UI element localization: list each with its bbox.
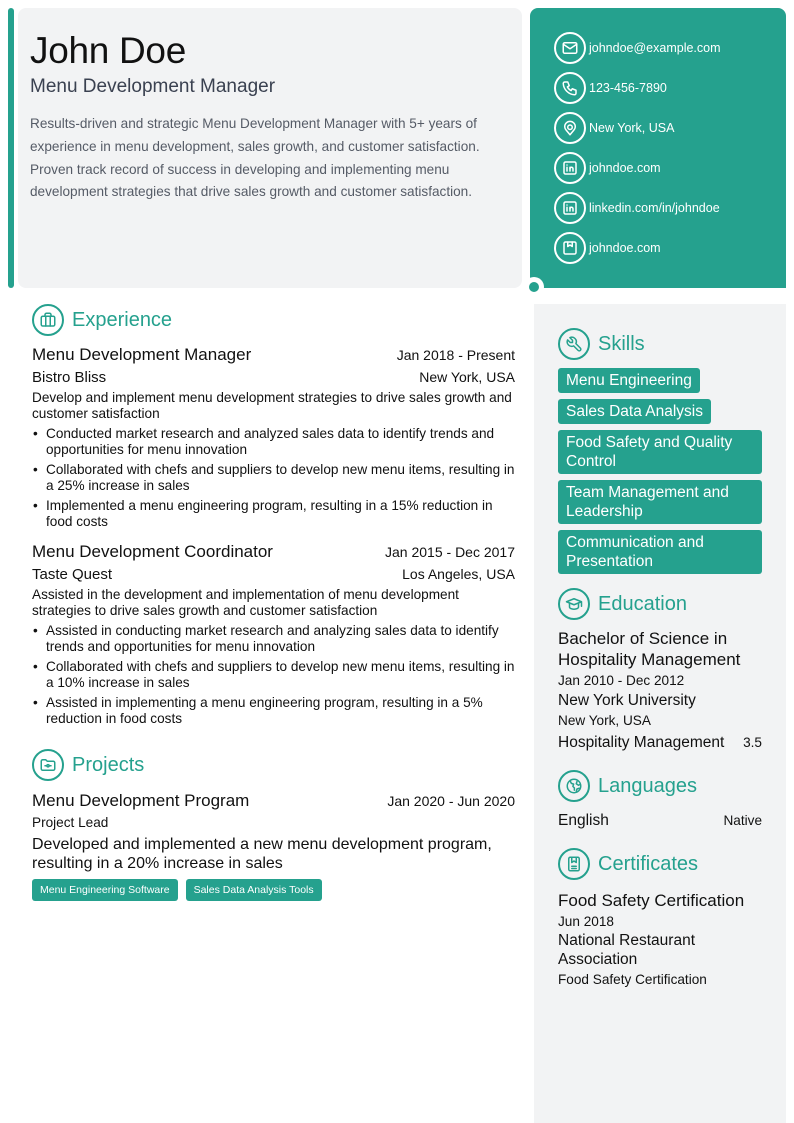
job-title: Menu Development Manager <box>32 345 252 364</box>
wrench-icon <box>558 328 590 360</box>
header-accent-bar <box>8 8 14 288</box>
skill-tag: Food Safety and Quality Control <box>558 430 762 474</box>
job-location: New York, USA <box>419 369 515 385</box>
contact-location-text: New York, USA <box>589 121 675 135</box>
professional-summary: Results-driven and strategic Menu Development Manager with 5+ years of experience in menu development, sales growth, and customer satisfaction. Proven track record of success in developing and implementing menu development strategies that drive sales growth and customer satisfaction. <box>30 116 480 200</box>
contact-panel <box>530 8 786 288</box>
job-bullet: • Collaborated with chefs and suppliers to develop new menu items, resulting in a 10% increase in sales <box>32 659 515 691</box>
location-pin-icon <box>554 112 586 144</box>
header-summary-panel <box>18 8 522 288</box>
certificates-title: Certificates <box>598 852 699 875</box>
certificate-date: Jun 2018 <box>558 914 614 929</box>
job-bullets <box>32 426 515 530</box>
job-company: Taste Quest <box>32 566 113 583</box>
folder-icon <box>32 749 64 781</box>
language-name: English <box>558 812 609 829</box>
job-bullet: • Conducted market research and analyzed sales data to identify trends and opportunities for menu innovation <box>32 426 515 458</box>
education-gpa: 3.5 <box>743 735 762 750</box>
contact-email-text: johndoe@example.com <box>589 41 721 55</box>
skill-tag: Communication and Presentation <box>558 530 762 574</box>
project-title: Menu Development Program <box>32 791 250 810</box>
linkedin-icon <box>554 152 586 184</box>
certificate-name: Food Safety Certification <box>558 891 745 910</box>
contact-website[interactable] <box>554 152 786 184</box>
education-field: Hospitality Management <box>558 734 725 751</box>
contact-location <box>554 112 786 144</box>
main-column <box>32 304 515 901</box>
project-date: Jan 2020 - Jun 2020 <box>387 793 515 809</box>
project-tag: Sales Data Analysis Tools <box>186 879 322 901</box>
education-location: New York, USA <box>558 713 651 728</box>
experience-title: Experience <box>72 308 173 331</box>
project-tag: Menu Engineering Software <box>32 879 178 901</box>
sidebar-column <box>558 328 762 989</box>
skills-list <box>558 368 762 574</box>
projects-title: Projects <box>72 753 145 776</box>
education-title: Education <box>598 592 687 615</box>
contact-portfolio-text: johndoe.com <box>589 241 661 255</box>
education-school: New York University <box>558 692 696 709</box>
job-entry <box>32 542 515 727</box>
job-company: Bistro Bliss <box>32 369 107 386</box>
mail-icon <box>554 32 586 64</box>
project-role: Project Lead <box>32 815 109 830</box>
job-bullet: • Collaborated with chefs and suppliers to develop new menu items, resulting in a 25% increase in sales <box>32 462 515 494</box>
contact-website-text: johndoe.com <box>589 161 661 175</box>
contact-portfolio[interactable] <box>554 232 786 264</box>
job-date: Jan 2015 - Dec 2017 <box>385 544 515 560</box>
graduation-cap-icon <box>558 588 590 620</box>
language-level: Native <box>723 813 762 828</box>
languages-heading <box>558 770 762 802</box>
job-entry <box>32 345 515 530</box>
job-bullet: • Assisted in conducting market research and analyzing sales data to identify trends and opportunities for menu innovation <box>32 623 515 655</box>
job-date: Jan 2018 - Present <box>396 347 515 363</box>
languages-title: Languages <box>598 774 697 797</box>
project-tags <box>32 879 515 901</box>
job-bullet: • Assisted in implementing a menu engineering program, resulting in a 5% reduction in food costs <box>32 695 515 727</box>
candidate-name: John Doe <box>30 30 186 71</box>
language-entry <box>558 810 762 832</box>
contact-linkedin[interactable] <box>554 192 786 224</box>
job-bullets <box>32 623 515 727</box>
skills-title: Skills <box>598 332 645 355</box>
contact-linkedin-text: linkedin.com/in/johndoe <box>589 201 720 215</box>
header-notch-dot <box>529 282 539 292</box>
experience-heading <box>32 304 515 336</box>
job-bullet: • Implemented a menu engineering program, resulting in a 15% reduction in food costs <box>32 498 515 530</box>
job-description: Develop and implement menu development strategies to drive sales growth and customer satisfaction <box>32 390 512 421</box>
certificate-book-icon <box>558 848 590 880</box>
portfolio-icon <box>554 232 586 264</box>
contact-phone[interactable] <box>554 72 786 104</box>
skill-tag: Sales Data Analysis <box>558 399 711 424</box>
projects-heading <box>32 749 515 781</box>
linkedin-icon <box>554 192 586 224</box>
project-description: Developed and implemented a new menu development program, resulting in a 20% increase in sales <box>32 836 492 872</box>
project-entry <box>32 791 515 901</box>
certificate-entry <box>558 890 762 989</box>
certificate-issuer: National Restaurant Association <box>558 932 695 968</box>
contact-phone-text: 123-456-7890 <box>589 81 667 95</box>
contact-email[interactable] <box>554 32 786 64</box>
phone-icon <box>554 72 586 104</box>
certificates-heading <box>558 848 762 880</box>
skill-tag: Team Management and Leadership <box>558 480 762 524</box>
education-entry <box>558 628 762 754</box>
job-description: Assisted in the development and implementation of menu development strategies to drive sales growth and customer satisfaction <box>32 587 459 618</box>
certificate-detail: Food Safety Certification <box>558 972 707 987</box>
education-degree: Bachelor of Science in Hospitality Management <box>558 629 741 669</box>
education-date: Jan 2010 - Dec 2012 <box>558 673 685 688</box>
globe-icon <box>558 770 590 802</box>
job-location: Los Angeles, USA <box>402 566 515 582</box>
job-title: Menu Development Coordinator <box>32 542 273 561</box>
education-heading <box>558 588 762 620</box>
briefcase-icon <box>32 304 64 336</box>
skill-tag: Menu Engineering <box>558 368 700 393</box>
candidate-title: Menu Development Manager <box>30 76 276 97</box>
skills-heading <box>558 328 762 360</box>
